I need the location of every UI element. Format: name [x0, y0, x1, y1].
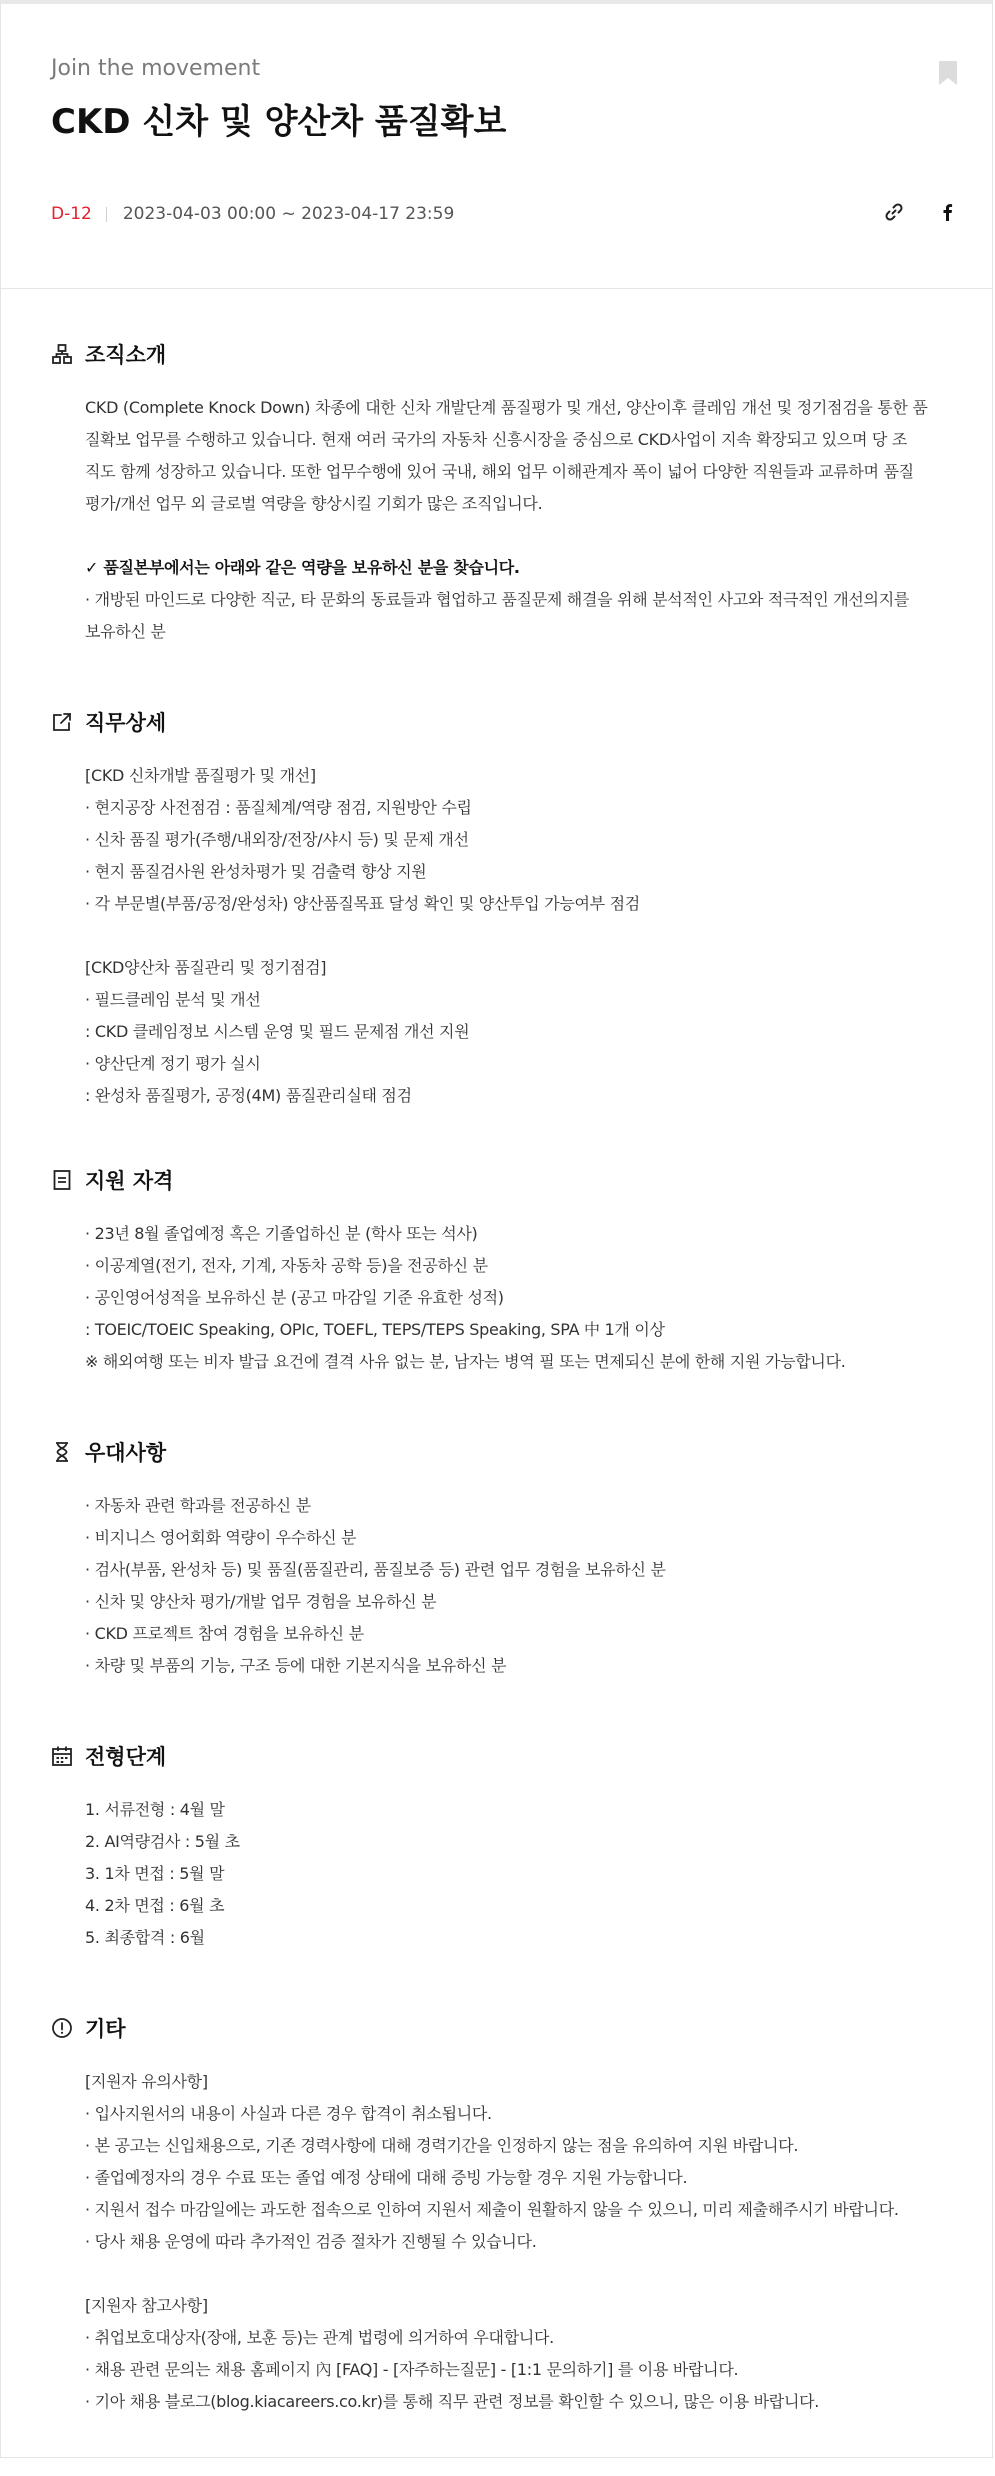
section-body: [51, 2066, 951, 2418]
section-duty: [51, 706, 951, 1112]
section-qualification: [51, 1164, 951, 1378]
section-organization: [51, 338, 951, 648]
section-title: 전형단계: [85, 1745, 167, 1769]
section-body: [51, 1218, 951, 1378]
section-heading: [51, 338, 951, 370]
section-title: 지원 자격: [85, 1169, 174, 1193]
body-line: 직도 함께 성장하고 있습니다. 또한 업무수행에 있어 국내, 해외 업무 이해관계자 폭이 넓어 다양한 직원들과 교류하며 품질: [85, 462, 914, 481]
list-item: · 검사(부품, 완성차 등) 및 품질(품질관리, 품질보증 등) 관련 업무 경험을 보유하신 분: [85, 1560, 666, 1579]
spacer: [85, 2258, 951, 2290]
section-heading: [51, 1436, 951, 1468]
list-item: · 취업보호대상자(장애, 보훈 등)는 관계 법령에 의거하여 우대합니다.: [85, 2328, 554, 2347]
list-item: · 당사 채용 운영에 따라 추가적인 검증 절차가 진행될 수 있습니다.: [85, 2232, 537, 2251]
list-item: · 기아 채용 블로그(blog.kiacareers.co.kr)를 통해 직무 관련 정보를 확인할 수 있으니, 많은 이용 바랍니다.: [85, 2392, 820, 2411]
list-item: [CKD 신차개발 품질평가 및 개선]: [85, 766, 316, 785]
application-period: 2023-04-03 00:00 ~ 2023-04-17 23:59: [122, 204, 455, 224]
process-step: 5. 최종합격 : 6월: [85, 1928, 205, 1947]
posting-meta: [51, 204, 454, 224]
section-heading: [51, 706, 951, 738]
list-item: · 차량 및 부품의 기능, 구조 등에 대한 기본지식을 보유하신 분: [85, 1656, 507, 1675]
body-line: 질확보 업무를 수행하고 있습니다. 현재 여러 국가의 자동차 신흥시장을 중심으로 CKD사업이 지속 확장되고 있으며 당 조: [85, 430, 907, 449]
section-heading: [51, 2012, 951, 2044]
hourglass-icon: [51, 1441, 73, 1463]
list-item: · 각 부문별(부품/공정/완성차) 양산품질목표 달성 확인 및 양산투입 가능여부 점검: [85, 894, 640, 913]
list-item: ※ 해외여행 또는 비자 발급 요건에 결격 사유 없는 분, 남자는 병역 필 또는 면제되신 분에 한해 지원 가능합니다.: [85, 1352, 846, 1371]
dday-badge: D-12: [51, 204, 92, 224]
section-body: [51, 760, 951, 1112]
list-item: · 23년 8월 졸업예정 혹은 기졸업하신 분 (학사 또는 석사): [85, 1224, 478, 1243]
meta-divider: [106, 207, 107, 222]
list-item: · 본 공고는 신입채용으로, 기존 경력사항에 대해 경력기간을 인정하지 않는 점을 유의하여 지원 바랍니다.: [85, 2136, 799, 2155]
calendar-icon: [51, 1745, 73, 1767]
spacer: [85, 920, 951, 952]
posting-header: [1, 4, 992, 289]
list-item: · 현지 품질검사원 완성차평가 및 검출력 향상 지원: [85, 862, 427, 881]
section-title: 조직소개: [85, 343, 167, 367]
list-item: · 공인영어성적을 보유하신 분 (공고 마감일 기준 유효한 성적): [85, 1288, 504, 1307]
list-item: [CKD양산차 품질관리 및 정기점검]: [85, 958, 327, 977]
info-circle-icon: [51, 2017, 73, 2039]
list-item: · 자동차 관련 학과를 전공하신 분: [85, 1496, 311, 1515]
list-item: : 완성차 품질평가, 공정(4M) 품질관리실태 점검: [85, 1086, 412, 1105]
section-body: [51, 392, 951, 648]
list-item: · 입사지원서의 내용이 사실과 다른 경우 합격이 취소됩니다.: [85, 2104, 492, 2123]
list-item: · 졸업예정자의 경우 수료 또는 졸업 예정 상태에 대해 증빙 가능할 경우 지원 가능합니다.: [85, 2168, 688, 2187]
highlight-line: ✓ 품질본부에서는 아래와 같은 역량을 보유하신 분을 찾습니다.: [85, 558, 520, 577]
list-item: : TOEIC/TOEIC Speaking, OPIc, TOEFL, TEPS/TEPS Speaking, SPA 中 1개 이상: [85, 1320, 665, 1339]
list-item: [지원자 참고사항]: [85, 2296, 208, 2315]
list-item: : CKD 클레임정보 시스템 운영 및 필드 문제점 개선 지원: [85, 1022, 470, 1041]
process-step: 4. 2차 면접 : 6월 초: [85, 1896, 225, 1915]
link-icon[interactable]: [884, 202, 904, 222]
body-line: 보유하신 분: [85, 622, 166, 641]
share-icons: [884, 202, 958, 222]
list-item: · 비지니스 영어회화 역량이 우수하신 분: [85, 1528, 357, 1547]
body-line: · 개방된 마인드로 다양한 직군, 타 문화의 동료들과 협업하고 품질문제 해결을 위해 분석적인 사고와 적극적인 개선의지를: [85, 590, 910, 609]
external-link-icon: [51, 711, 73, 733]
list-item: · 필드클레임 분석 및 개선: [85, 990, 261, 1009]
section-heading: [51, 1740, 951, 1772]
posting-content: [51, 338, 951, 2476]
section-title: 기타: [85, 2017, 126, 2041]
body-line: CKD (Complete Knock Down) 차종에 대한 신차 개발단계 품질평가 및 개선, 양산이후 클레임 개선 및 정기점검을 통한 품: [85, 398, 928, 417]
process-step: 1. 서류전형 : 4월 말: [85, 1800, 225, 1819]
list-item: · 채용 관련 문의는 채용 홈페이지 內 [FAQ] - [자주하는질문] - [1:1 문의하기] 를 이용 바랍니다.: [85, 2360, 739, 2379]
list-item: · 신차 및 양산차 평가/개발 업무 경험을 보유하신 분: [85, 1592, 437, 1611]
list-item: · 신차 품질 평가(주행/내외장/전장/샤시 등) 및 문제 개선: [85, 830, 469, 849]
process-step: 3. 1차 면접 : 5월 말: [85, 1864, 225, 1883]
section-heading: [51, 1164, 951, 1196]
section-body: [51, 1794, 951, 1954]
section-title: 직무상세: [85, 711, 167, 735]
section-process: [51, 1740, 951, 1954]
org-chart-icon: [51, 343, 73, 365]
list-item: · 지원서 접수 마감일에는 과도한 접속으로 인하여 지원서 제출이 원활하지 않을 수 있으니, 미리 제출해주시기 바랍니다.: [85, 2200, 899, 2219]
section-body: [51, 1490, 951, 1682]
body-line: 평가/개선 업무 외 글로벌 역량을 향상시킬 기회가 많은 조직입니다.: [85, 494, 543, 513]
section-preference: [51, 1436, 951, 1682]
list-item: [지원자 유의사항]: [85, 2072, 208, 2091]
list-item: · 현지공장 사전점검 : 품질체계/역량 점검, 지원방안 수립: [85, 798, 472, 817]
list-item: · 이공계열(전기, 전자, 기계, 자동차 공학 등)을 전공하신 분: [85, 1256, 488, 1275]
list-item: · CKD 프로젝트 참여 경험을 보유하신 분: [85, 1624, 364, 1643]
document-icon: [51, 1169, 73, 1191]
eyebrow-text: Join the movement: [51, 56, 261, 81]
page-title: CKD 신차 및 양산차 품질확보: [51, 102, 507, 142]
list-item: · 양산단계 정기 평가 실시: [85, 1054, 261, 1073]
section-title: 우대사항: [85, 1441, 167, 1465]
section-etc: [51, 2012, 951, 2418]
process-step: 2. AI역량검사 : 5월 초: [85, 1832, 240, 1851]
spacer: [85, 520, 951, 552]
bookmark-icon[interactable]: [938, 60, 958, 86]
facebook-icon[interactable]: [938, 202, 958, 222]
